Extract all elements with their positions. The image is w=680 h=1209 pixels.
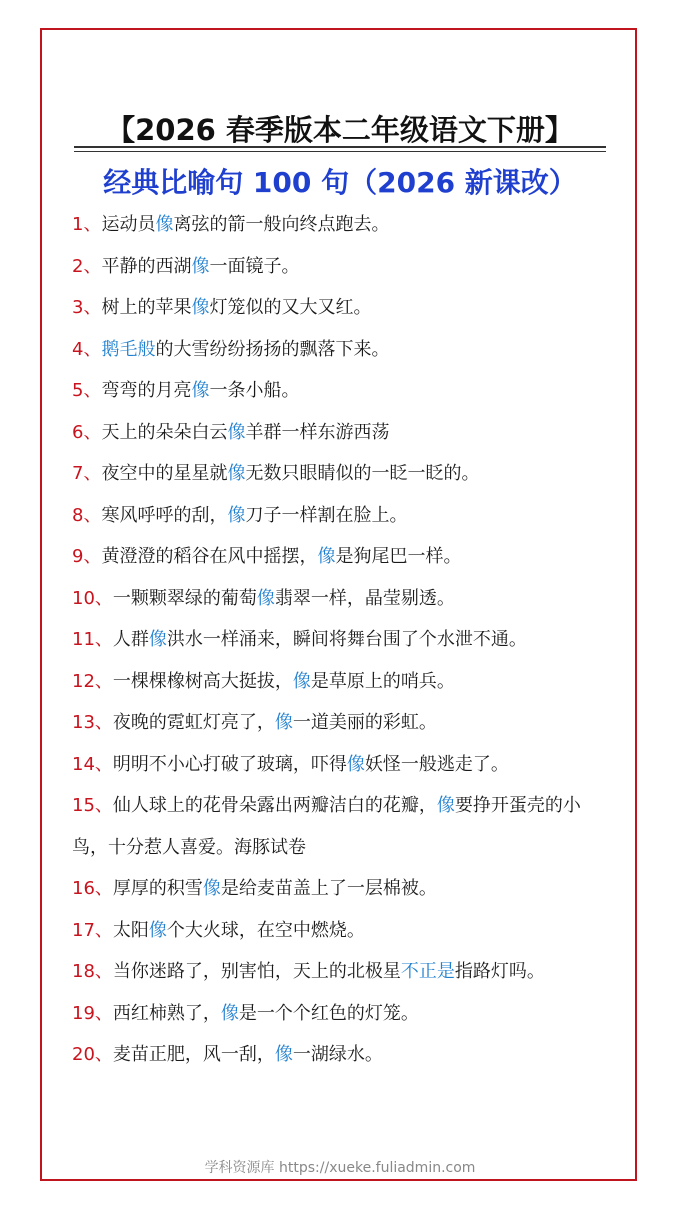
list-item xyxy=(72,495,612,537)
item-text: 太阳 xyxy=(112,919,149,941)
list-item xyxy=(72,993,612,1035)
list-item xyxy=(72,370,612,412)
item-highlight: 像 xyxy=(155,214,174,235)
item-text: 洪水一样涌来，瞬间将舞台围了个水泄不通。 xyxy=(166,629,527,650)
item-number: 8、 xyxy=(72,504,102,526)
item-number: 14、 xyxy=(72,753,113,775)
list-item xyxy=(72,951,612,993)
item-number: 6、 xyxy=(72,421,102,443)
sentence-list xyxy=(72,204,612,1076)
item-highlight: 像 xyxy=(191,255,210,277)
item-text: 是一个个红色的灯笼。 xyxy=(238,1002,419,1024)
item-number: 7、 xyxy=(72,463,102,484)
list-item xyxy=(72,412,612,454)
item-highlight: 鹅毛般 xyxy=(101,338,156,360)
item-highlight: 像 xyxy=(148,919,167,941)
item-highlight: 像 xyxy=(274,712,293,733)
list-item xyxy=(72,619,612,661)
item-number: 15、 xyxy=(72,795,113,816)
item-number: 19、 xyxy=(72,1002,113,1024)
list-item xyxy=(72,453,612,495)
page-subtitle: 经典比喻句 100 句（2026 新课改） xyxy=(103,166,577,199)
item-text: 离弦的箭一般向终点跑去。 xyxy=(173,214,390,235)
item-text: 是狗尾巴一样。 xyxy=(335,546,462,567)
item-text: 翡翠一样，晶莹剔透。 xyxy=(274,587,455,609)
item-text: 运动员 xyxy=(101,214,156,235)
item-text: 一颗颗翠绿的葡萄 xyxy=(112,587,257,609)
item-text: 灯笼似的又大又红。 xyxy=(209,297,372,318)
item-text: 是草原上的哨兵。 xyxy=(310,670,455,692)
item-text: 人群 xyxy=(112,629,149,650)
item-text: 个大火球，在空中燃烧。 xyxy=(166,919,365,941)
footer-watermark: 学科资源库 https://xueke.fuliadmin.com xyxy=(204,1160,476,1176)
item-highlight: 像 xyxy=(436,795,455,816)
list-item xyxy=(72,578,612,620)
item-highlight: 像 xyxy=(148,629,167,650)
item-highlight: 像 xyxy=(191,297,210,318)
title-underline-thin xyxy=(74,151,606,152)
item-number: 13、 xyxy=(72,712,113,733)
item-text: 一湖绿水。 xyxy=(292,1044,383,1065)
item-highlight: 像 xyxy=(346,753,365,775)
item-text: 夜晚的霓虹灯亮了， xyxy=(112,712,275,733)
item-text: 的大雪纷纷扬扬的飘落下来。 xyxy=(155,338,390,360)
item-number: 9、 xyxy=(72,546,102,567)
list-item xyxy=(72,702,612,744)
item-highlight: 不正是 xyxy=(400,961,455,982)
list-item xyxy=(72,744,612,786)
item-text: 树上的苹果 xyxy=(101,297,192,318)
item-text: 仙人球上的花骨朵露出两瓣洁白的花瓣， xyxy=(112,795,437,816)
item-text: 一条小船。 xyxy=(209,380,300,401)
item-number: 4、 xyxy=(72,338,102,360)
item-number: 16、 xyxy=(72,878,113,899)
item-text: 黄澄澄的稻谷在风中摇摆， xyxy=(101,546,318,567)
item-text: 弯弯的月亮 xyxy=(101,380,192,401)
item-text: 平静的西湖 xyxy=(101,255,192,277)
item-text: 羊群一样东游西荡 xyxy=(245,421,390,443)
item-number: 1、 xyxy=(72,214,102,235)
list-item xyxy=(72,536,612,578)
item-number: 10、 xyxy=(72,587,113,609)
item-text: 一道美丽的彩虹。 xyxy=(292,712,437,733)
item-highlight: 像 xyxy=(220,1002,239,1024)
item-highlight: 像 xyxy=(191,380,210,401)
item-number: 17、 xyxy=(72,919,113,941)
item-text: 刀子一样割在脸上。 xyxy=(245,504,408,526)
item-number: 12、 xyxy=(72,670,113,692)
list-item xyxy=(72,1034,612,1076)
item-number: 11、 xyxy=(72,629,113,650)
item-text: 西红柿熟了， xyxy=(112,1002,221,1024)
list-item xyxy=(72,785,612,868)
item-text: 麦苗正肥，风一刮， xyxy=(112,1044,275,1065)
item-text: 寒风呼呼的刮， xyxy=(101,504,228,526)
list-item xyxy=(72,204,612,246)
item-highlight: 像 xyxy=(227,463,246,484)
item-text: 妖怪一般逃走了。 xyxy=(364,753,509,775)
item-number: 2、 xyxy=(72,255,102,277)
list-item xyxy=(72,329,612,371)
item-highlight: 像 xyxy=(227,421,246,443)
item-number: 5、 xyxy=(72,380,102,401)
item-number: 20、 xyxy=(72,1044,113,1065)
item-highlight: 像 xyxy=(202,878,221,899)
item-text: 夜空中的星星就 xyxy=(101,463,228,484)
item-highlight: 像 xyxy=(227,504,246,526)
item-highlight: 像 xyxy=(292,670,311,692)
item-text: 是给麦苗盖上了一层棉被。 xyxy=(220,878,437,899)
item-text: 明明不小心打破了玻璃，吓得 xyxy=(112,753,347,775)
page-title: 【2026 春季版本二年级语文下册】 xyxy=(106,113,574,147)
title-underline-thick xyxy=(74,146,606,148)
item-text: 当你迷路了，别害怕，天上的北极星 xyxy=(112,961,401,982)
item-text: 一面镜子。 xyxy=(209,255,300,277)
item-text: 指路灯吗。 xyxy=(454,961,545,982)
item-number: 3、 xyxy=(72,297,102,318)
list-item xyxy=(72,868,612,910)
item-highlight: 像 xyxy=(256,587,275,609)
item-highlight: 像 xyxy=(274,1044,293,1065)
item-number: 18、 xyxy=(72,961,113,982)
list-item xyxy=(72,661,612,703)
list-item xyxy=(72,246,612,288)
item-text: 无数只眼睛似的一眨一眨的。 xyxy=(245,463,480,484)
item-text: 厚厚的积雪 xyxy=(112,878,203,899)
item-highlight: 像 xyxy=(317,546,336,567)
item-text: 天上的朵朵白云 xyxy=(101,421,228,443)
list-item xyxy=(72,287,612,329)
list-item xyxy=(72,910,612,952)
item-text: 一棵棵橡树高大挺拔， xyxy=(112,670,293,692)
item-text: 要挣开蛋壳的小鸟，十分惹人喜爱。海豚试卷 xyxy=(72,795,581,858)
